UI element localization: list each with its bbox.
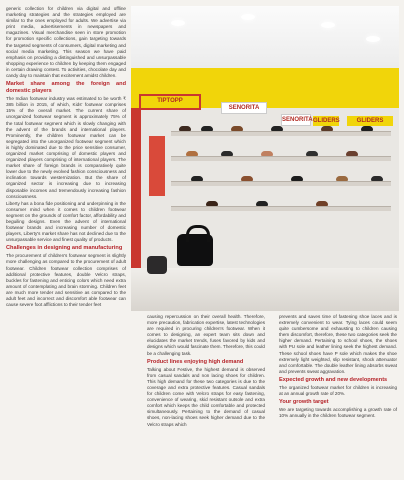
shoe (291, 176, 303, 181)
heading-market-share: Market share among the foreign and domestic players (6, 81, 126, 95)
ceiling-light (171, 20, 185, 26)
shoe (191, 176, 203, 181)
shoe (271, 126, 283, 131)
dark-handbag (147, 256, 167, 274)
shoe (306, 151, 318, 156)
shoe (179, 126, 191, 131)
shoe (371, 176, 383, 181)
ceiling-light (321, 22, 335, 28)
store-ceiling (131, 6, 399, 68)
store-photo (131, 6, 399, 311)
product-lines-paragraph: Talking about Festive, the highest demand is observed from casual sandals and non lacing shoes for children. This high demand for these two categories is due to the coverage and extra protective features. Casual sandals for children come with Velcro straps for easy fastening, convenience of wearing, skid resistant outsole and extra comfort which keeps the child comfortable and protected simultaneously. Pertaining to the demand of casual shoes, non-lacing shoes seek higher demand due to the Velcro straps which (147, 366, 265, 427)
bottom-middle-column (147, 314, 265, 429)
shelf (171, 131, 391, 136)
growth-target-paragraph: We are targeting towards accomplishing a growth rate of 10% annually in the children footwear segment. (279, 407, 397, 419)
senorita-sign: SENORITA (221, 102, 267, 114)
challenges-paragraph: The procurement of children's footwear segment is slightly more challenging as compared to the procurement of adult footwear. Children footwear collection comprises of additional protective features, double Velcro straps, buckles for fastening and enticing colors which need extra amount of contemplating and brain storming. Children feet are much more tender and sensitive as compared to the adult feet and incorrect and discomfort able footwear can cause severe foot afflictions to their tender feet (6, 253, 126, 308)
shelf (171, 156, 391, 161)
shoe (186, 151, 198, 156)
shoe (241, 176, 253, 181)
shelf (171, 181, 391, 186)
tiptopp-sign: TIPTOPP (139, 94, 201, 110)
precaution-paragraph: causing repercussion on their overall health. Therefore, more precaution, fabrication expertise, latest technologies are required in procuring children's footwear. When it comes to designing, an expert team sits down and elucidates the market trends, fuses favored by kids and designs which would fascinate them. Therefore, this could be a challenging task. (147, 314, 265, 356)
shoe (261, 151, 273, 156)
shoe (201, 126, 213, 131)
shoe (361, 126, 373, 131)
shoe (336, 176, 348, 181)
left-text-column (6, 6, 126, 309)
bottom-right-column (279, 314, 397, 420)
shelf (171, 206, 391, 211)
heading-expected-growth: Expected growth and new developments (279, 376, 388, 383)
store-floor (131, 268, 399, 311)
ceiling-light (241, 14, 255, 20)
heading-growth-target: Your growth target (279, 399, 329, 406)
black-handbag (177, 234, 213, 266)
shoe (231, 126, 243, 131)
shoe (221, 151, 233, 156)
liberty-positioning-paragraph: Liberty has a bona fide positioning and underpinning in the consumer mind when it comes to children footwear segment on the grounds of comfort factor, affordability and beguiling designs. Even the advent of international footwear brands and increasing number of domestic players, Liberty's market share has not declined due to the unsurpassable service and finest quality of products. (6, 200, 126, 243)
gliders-sign: GLIDERS (313, 118, 340, 124)
senorita-sign-small: SENORITA (281, 114, 311, 126)
ceiling-light (366, 36, 380, 42)
heading-challenges: Challenges in designing and manufacturing (6, 245, 123, 252)
intro-paragraph: generic collection for children via digital and offline marketing strategies and the strategies employed are similar to the ones employed for adults. We advertise via print media, advertisements in newspapers and magazines. Visual merchandise seen in store promotion for promotion specific collections, gain targeting towards the targeted segments of consumers, digital marketing and social media marketing. This season we have paid emphasis on providing a distinguished and unsurpassable shopping experience to children by keeping them engaged in certain drawing contest. To activities, chocolate day and candy day to maintain that excitement amidst children. (6, 6, 126, 79)
left-red-wall (131, 108, 141, 268)
laces-paragraph: prevents and saves time of fastening shoe laces and is extremely convenient to wear. Tying laces could seem quite cumbersome and exhausting to children causing them discomfort, therefore, these two categories seek the higher demand. Pertaining to school shoes, the shoes with PU sole and leather lining seek the highest demand. These school shoes have P sole which makes the shoe extremely light weighted, slip resistant, shock attenuator and comfortable. The double leather lining absorbs sweat and prevents sweat aggravation. (279, 314, 397, 374)
shoe (346, 151, 358, 156)
shoe (256, 201, 268, 206)
shoe (316, 201, 328, 206)
shoe (321, 126, 333, 131)
market-share-paragraph: The Indian footwear industry was estimated to be worth ₹ 385 billion in 2015, of which, Kids' footwear comprises 15% of the overall market. The current share of unorganized footwear segment is approximately 75% of the total footwear segment which is slowly changing with the advent of the brands and international players. Prominently, the children footwear market can be segregated into the unorganized footwear segment which is highly dominated due to the price sensitive consumer, organized market comprising of domestic players and organized players comprising of international players. The market share of foreign brands is comparatively quite lower due to the newly evolved fashion consciousness and inclination towards westernization. But the share of organized sector is increasing due to increasing disposable incomes and tremendously increasing fashion consciousness. (6, 96, 126, 199)
heading-product-lines: Product lines enjoying high demand (147, 358, 244, 365)
red-poster (149, 136, 165, 196)
gliders-sign-right: GLIDERS (347, 116, 393, 126)
expected-growth-paragraph: The organized footwear market for children is increasing at an annual growth rate of 20%. (279, 384, 397, 397)
shoe (206, 201, 218, 206)
